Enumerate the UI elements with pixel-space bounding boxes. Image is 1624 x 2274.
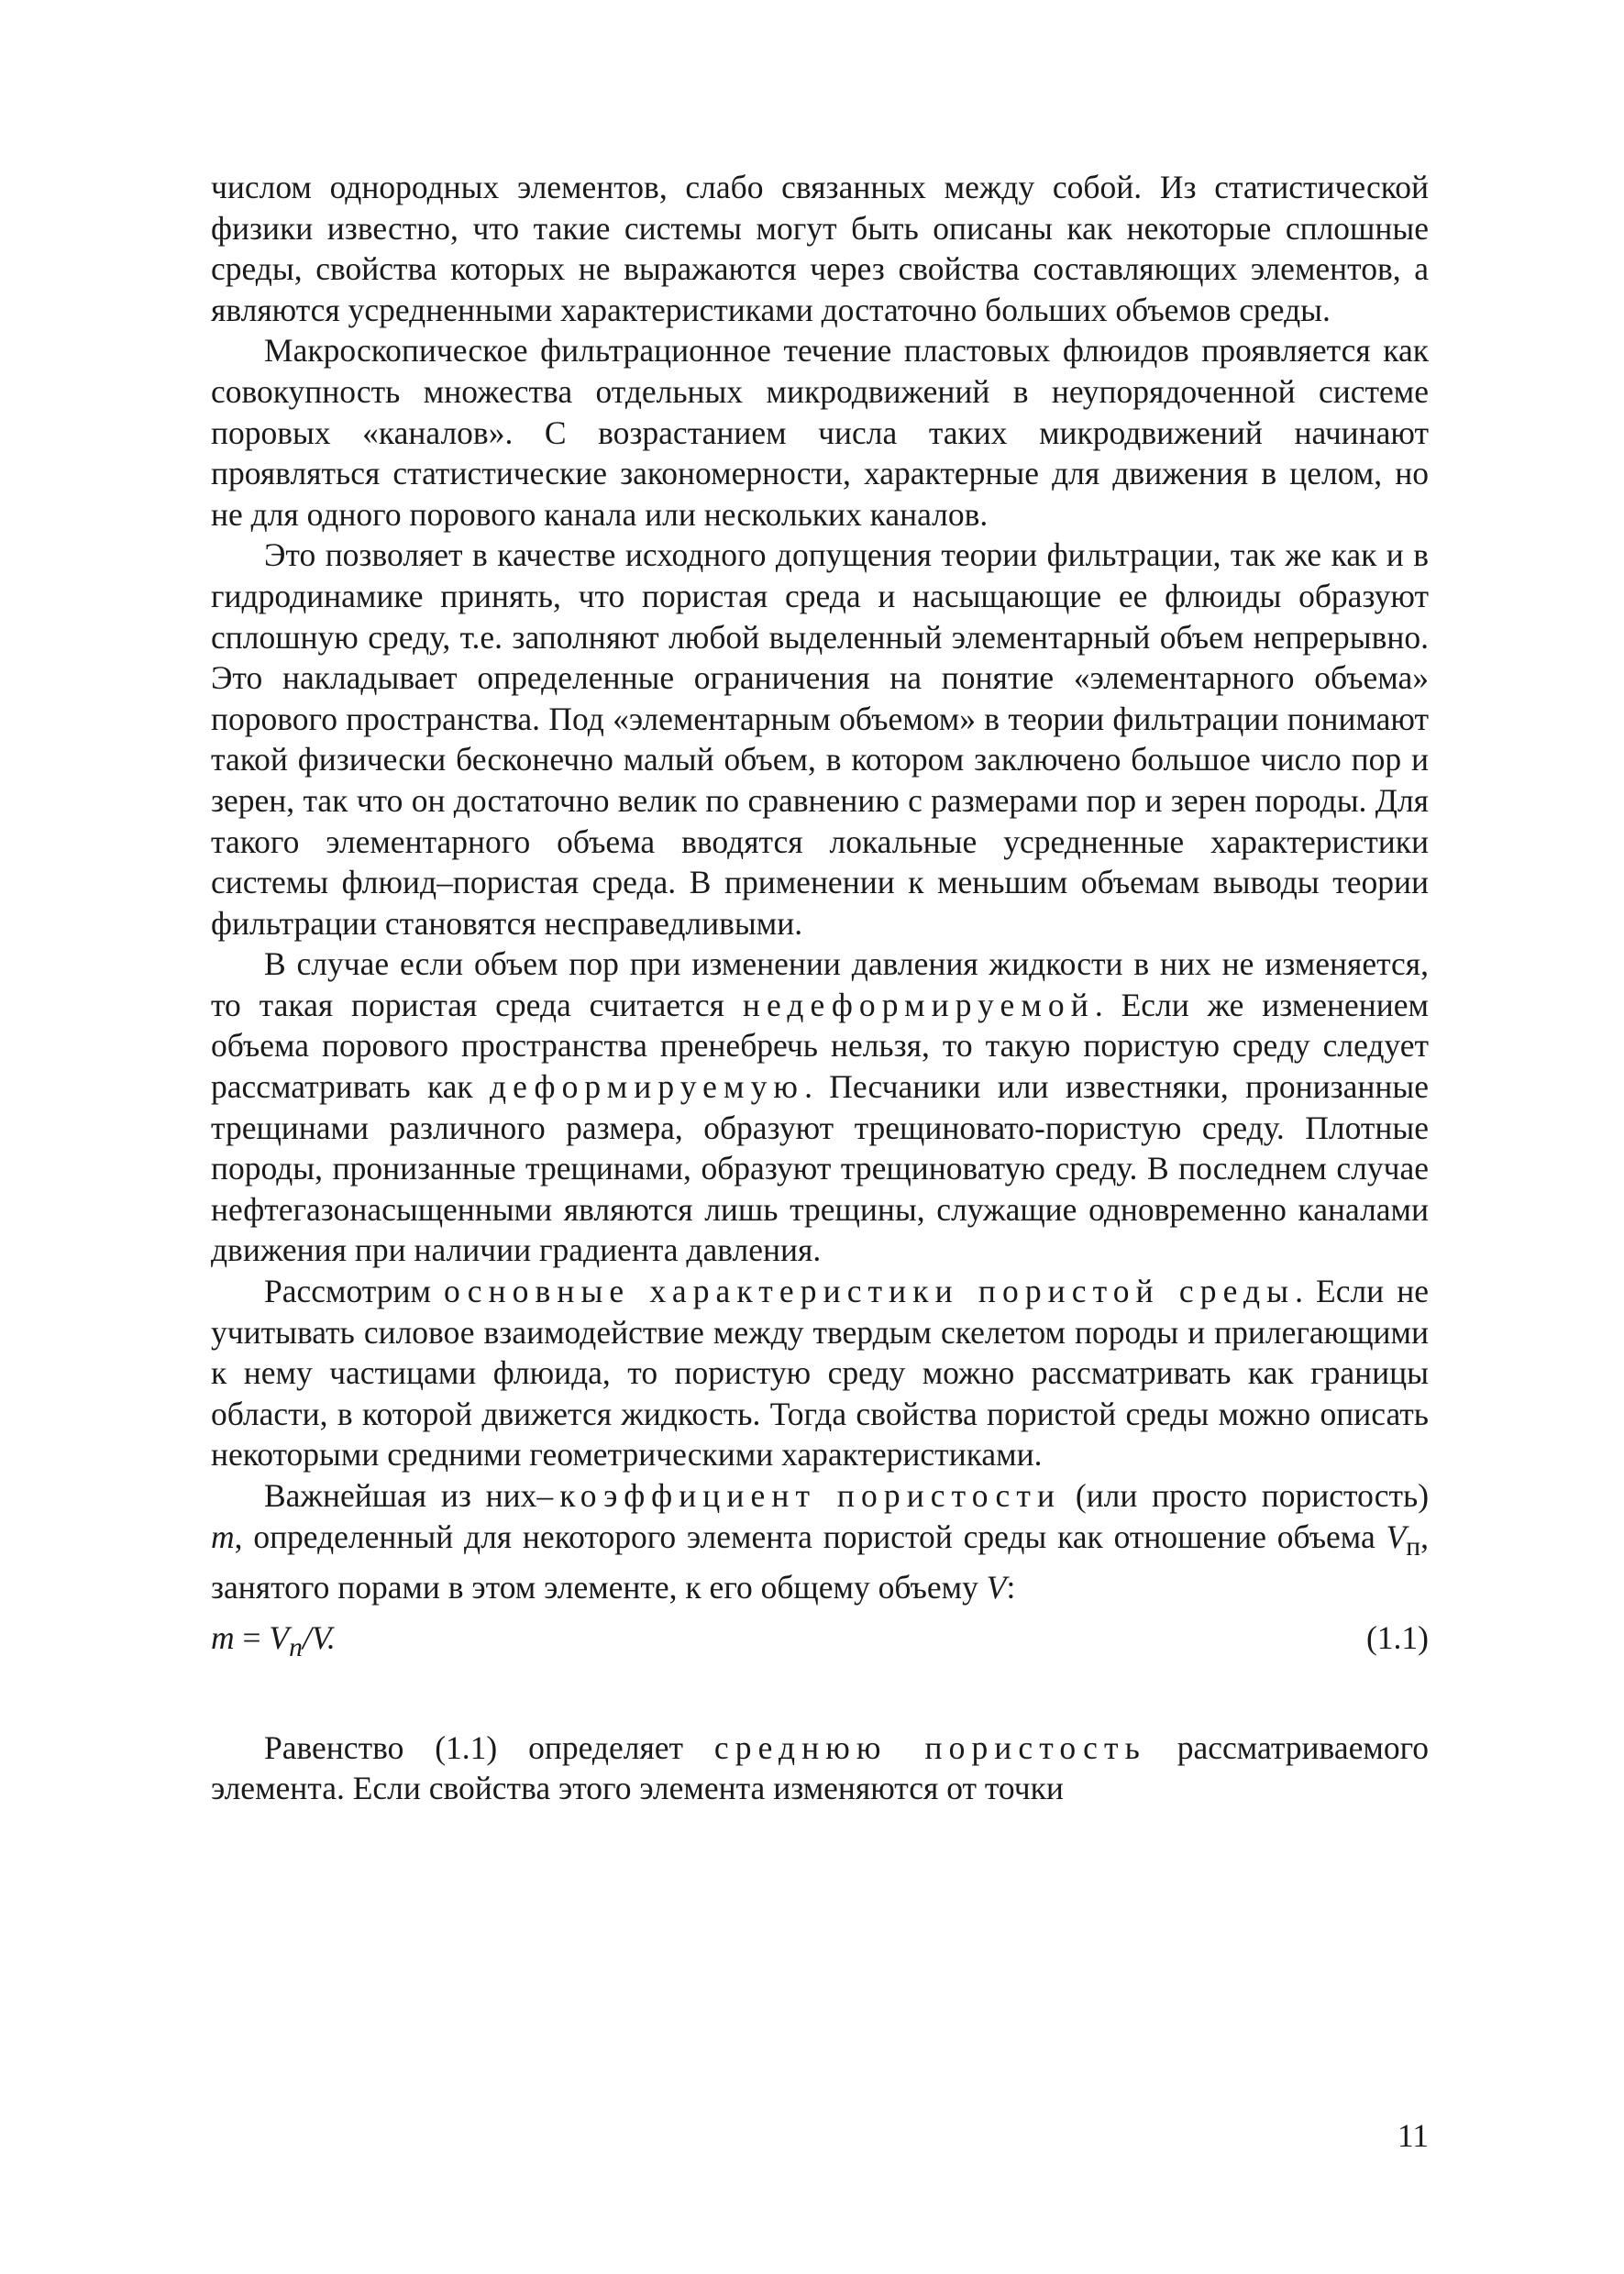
paragraph-6-text-1: Важнейшая из них xyxy=(264,1477,537,1514)
paragraph-5-text-1: Рассмотрим xyxy=(264,1273,444,1310)
page-body xyxy=(211,167,1429,1809)
paragraph-1: числом однородных элементов, слабо связанных между собой. Из статистической физики известно, что такие системы могут быть описаны как некоторые сплошные среды, свойства которых не выражаются через свойства составляющих элементов, а являются усредненными характеристиками достаточно больших объемов среды. xyxy=(211,169,1429,328)
paragraph-7-text-2: рассматриваемого элемента. Если свойства этого элемента изменяются от точки xyxy=(211,1728,1429,1807)
page-number: 11 xyxy=(1397,2117,1429,2154)
paragraph-4-text-2: . Если же изменением объема порового пространства пренебречь нельзя, то такую пористую среду следует рассматривать как xyxy=(211,986,1429,1106)
equation-subscript: п xyxy=(289,1632,303,1662)
paragraph-6-text-4: , занятого порами в этом элементе, к его общему объему xyxy=(211,1518,1429,1606)
term-average-porosity: среднюю пористость xyxy=(713,1728,1146,1766)
paragraph-4-text-1: В случае если объем пор при изменении давления жидкости в них не изменяется, то такая пористая среда считается xyxy=(211,945,1429,1023)
paragraph-5 xyxy=(211,1271,1429,1475)
paragraph-4 xyxy=(211,944,1429,1271)
equation-lhs: m xyxy=(211,1618,235,1656)
symbol-v-pores: V xyxy=(1386,1518,1407,1555)
paragraph-4-text-3: . Песчаники или известняки, пронизанные трещинами различного размера, образуют трещиновато-пористую среду. Плотные породы, пронизанные трещинами, образуют трещиноватую среду. В последнем случае нефтегазонасыщенными являются лишь трещины, служащие одновременно каналами движения при наличии градиента давления. xyxy=(211,1068,1430,1269)
paragraph-6 xyxy=(211,1475,1429,1608)
symbol-m: m xyxy=(211,1518,235,1555)
paragraph-7-text-1: Равенство (1.1) определяет xyxy=(264,1728,714,1766)
term-nondeformable: недеформируемой xyxy=(742,986,1095,1023)
paragraph-6-text-5: : xyxy=(1006,1569,1016,1606)
term-main-characteristics: основные характеристики пористой среды xyxy=(443,1273,1296,1310)
term-porosity-coefficient: –коэффициент пористости xyxy=(536,1477,1062,1514)
paragraph-6-text-3: , определенный для некоторого элемента пористой среды как отношение объема xyxy=(234,1518,1386,1555)
equation-1-1 xyxy=(211,1617,1429,1667)
term-deformable: деформируемую xyxy=(490,1068,805,1106)
paragraph-7 xyxy=(211,1728,1429,1809)
symbol-v-total: V xyxy=(986,1569,1007,1606)
equation-equals: = xyxy=(234,1618,270,1656)
equation-rest: /V. xyxy=(302,1618,336,1656)
paragraph-5-text-2: . Если не учитывать силовое взаимодействие между твердым скелетом породы и прилегающими к нему частицами флюида, то пористую среду можно рассматривать как границы области, в которой движется жидкость. Тогда свойства пористой среды можно описать некоторыми средними геометрическими характеристиками. xyxy=(211,1273,1429,1474)
subscript-p: п xyxy=(1406,1531,1421,1562)
equation-v: V xyxy=(269,1618,290,1656)
equation-number: (1.1) xyxy=(1365,1618,1429,1656)
paragraph-3: Это позволяет в качестве исходного допущения теории фильтрации, так же как и в гидродинамике принять, что пористая среда и насыщающие ее флюиды образуют сплошную среду, т.е. заполняют любой выделенный элементарный объем непрерывно. Это накладывает определенные ограничения на понятие «элементарного объема» порового пространства. Под «элементарным объемом» в теории фильтрации понимают такой физически бесконечно малый объем, в котором заключено большое число пор и зерен, так что он достаточно велик по сравнению с размерами пор и зерен породы. Для такого элементарного объема вводятся локальные усредненные характеристики системы флюид–пористая среда. В применении к меньшим объемам выводы теории фильтрации становятся несправедливыми. xyxy=(211,536,1429,942)
paragraph-6-text-2: (или просто пористость) xyxy=(1061,1477,1430,1514)
paragraph-2: Макроскопическое фильтрационное течение пластовых флюидов проявляется как совокупность множества отдельных микродвижений в неупорядоченной системе поровых «каналов». С возрастанием числа таких микродвижений начинают проявляться статистические закономерности, характерные для движения в целом, но не для одного порового канала или нескольких каналов. xyxy=(211,332,1429,533)
equation-expression xyxy=(211,1617,336,1669)
